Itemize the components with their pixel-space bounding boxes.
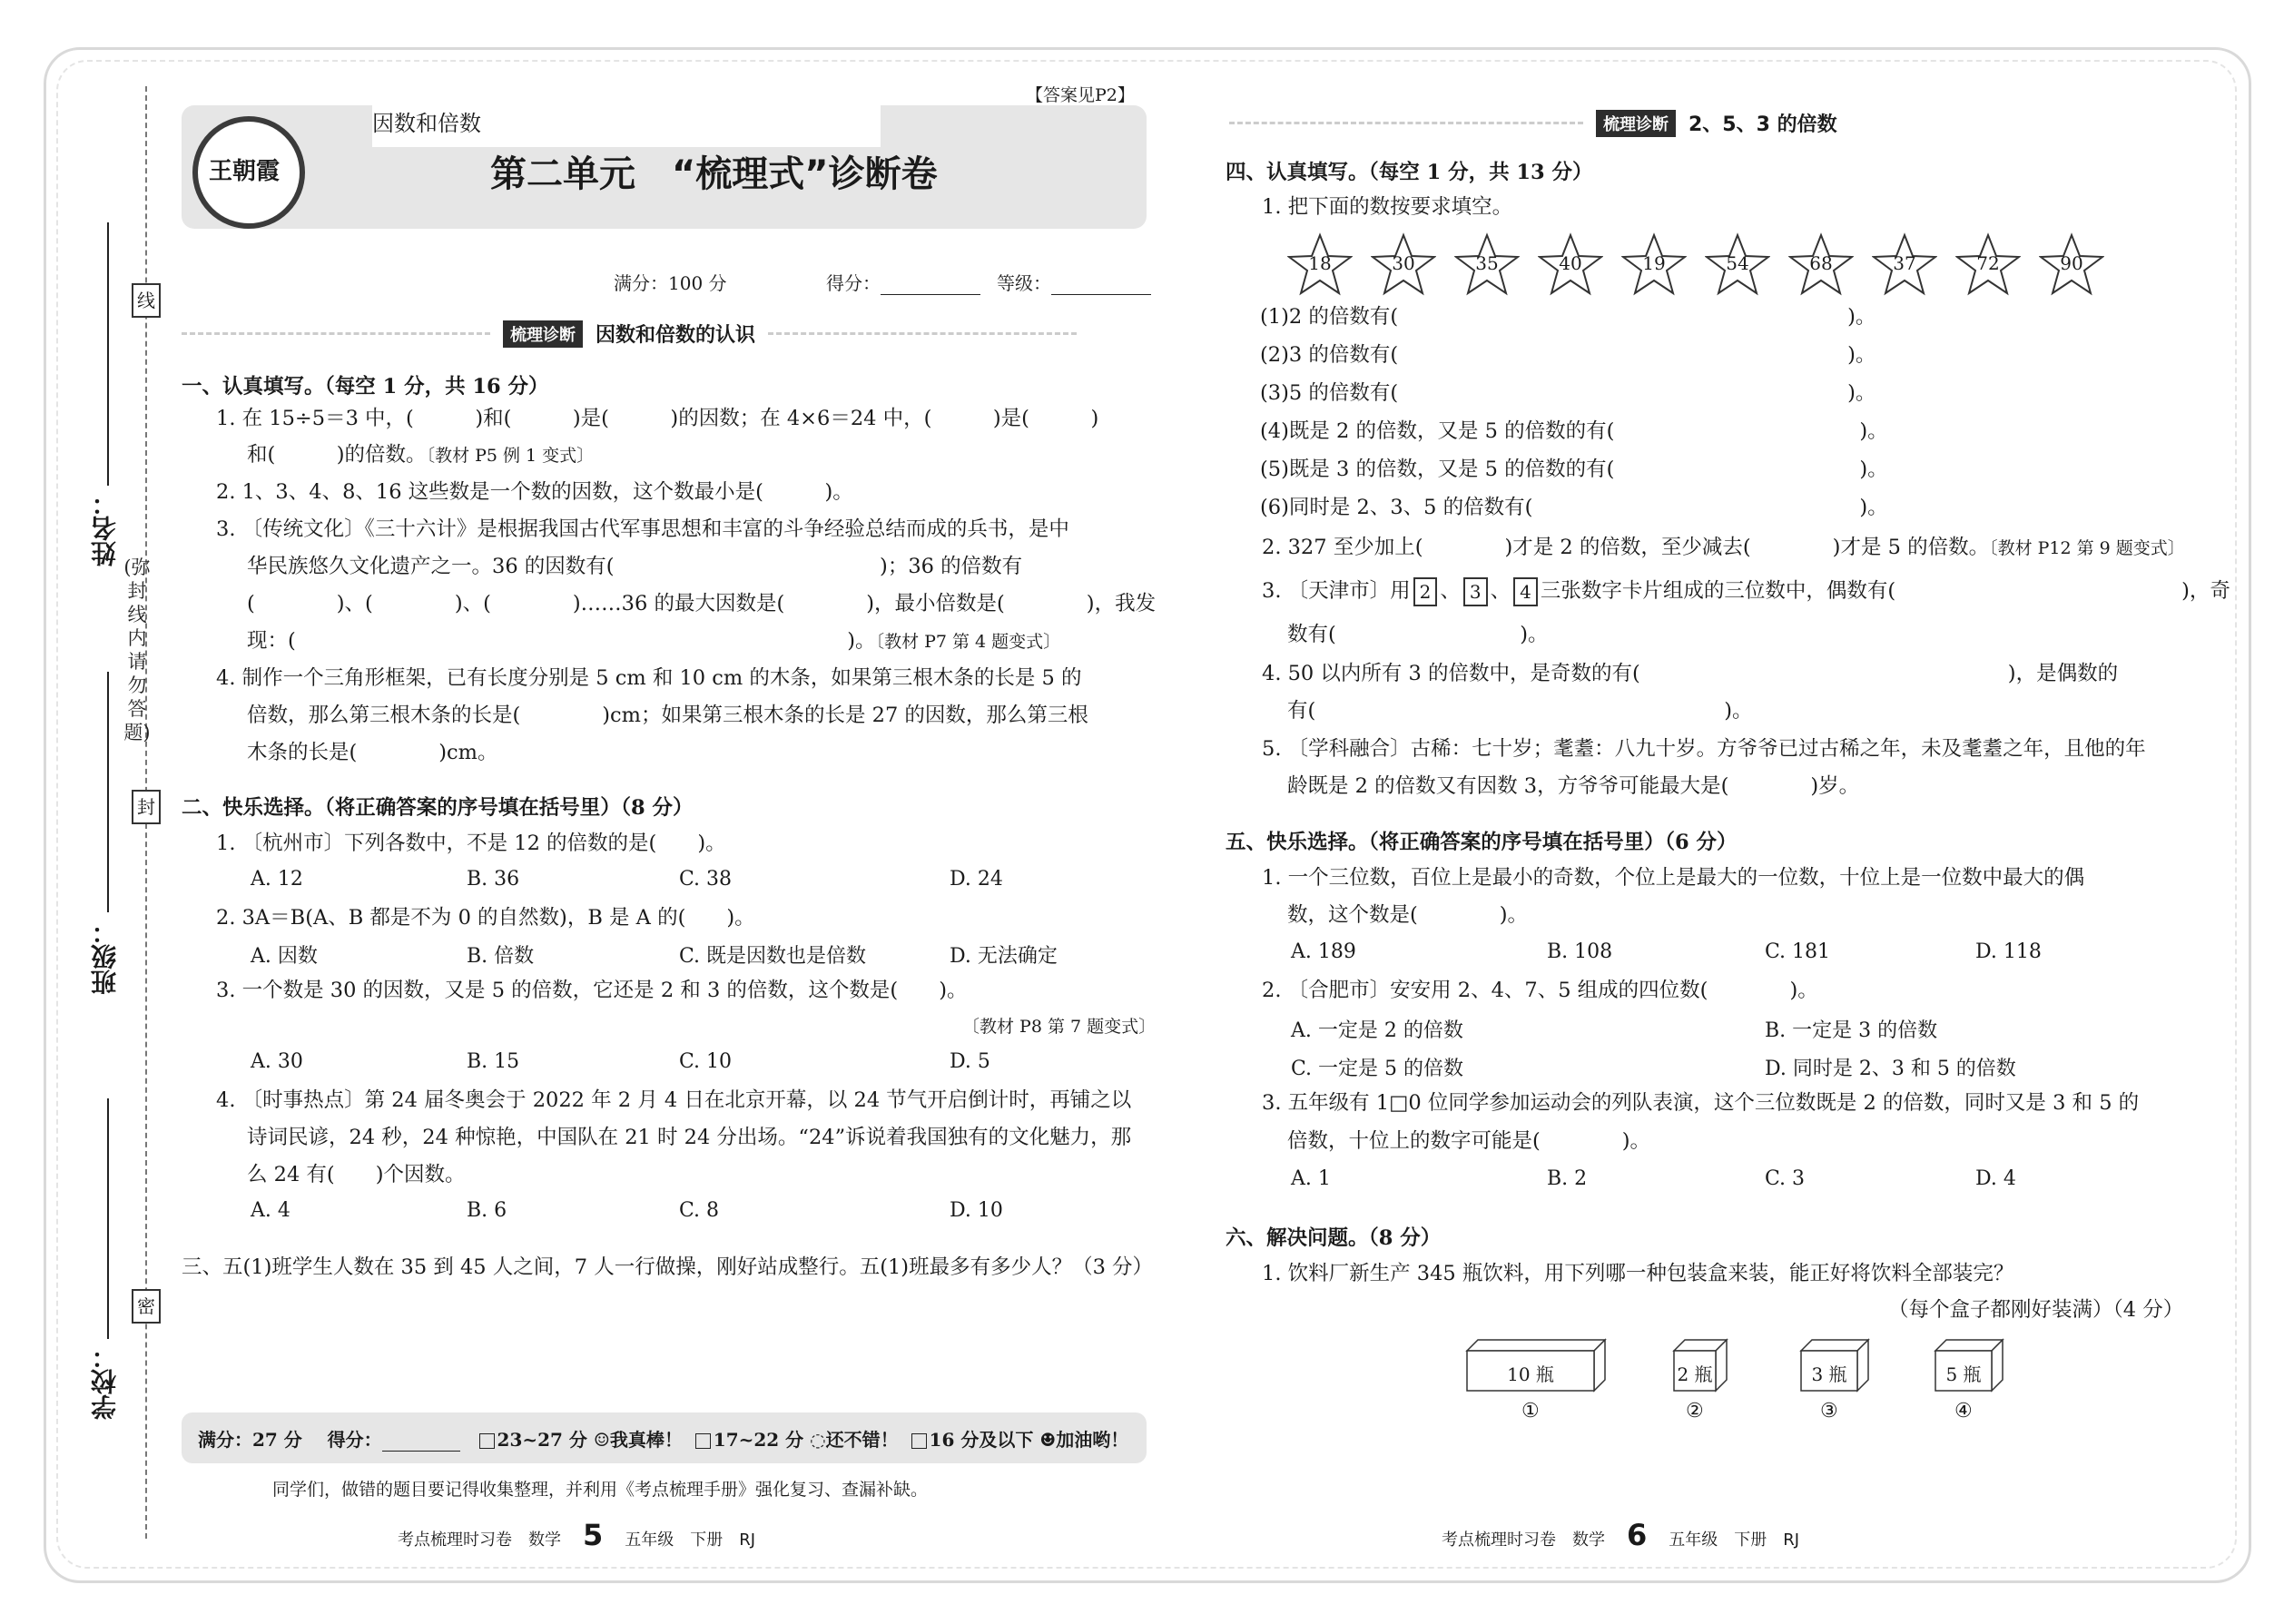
star-value: 30: [1392, 252, 1415, 274]
q1-1-text: 和( )的倍数。: [247, 443, 427, 467]
q4-4-line2: 有( )。: [1287, 699, 1753, 723]
q1-3-reference: 〔教材 P7 第 4 题变式〕: [875, 632, 1061, 652]
rating-range-1: 23~27 分: [497, 1429, 587, 1451]
star-value: 35: [1475, 252, 1499, 274]
star-value: 90: [2060, 252, 2083, 274]
star-value: 18: [1308, 252, 1332, 274]
box-label: 10 瓶: [1507, 1363, 1554, 1385]
q4-1-item-4: (4)既是 2 的倍数，又是 5 的倍数的有( )。: [1260, 419, 1888, 443]
q1-4-line3: 木条的长是( )cm。: [247, 741, 498, 764]
right-section-dash: [1229, 122, 1583, 124]
school-label: 学校：: [90, 1343, 120, 1420]
q4-5-line2: 龄既是 2 的倍数又有因数 3，方爷爷可能最大是( )岁。: [1287, 774, 1860, 798]
q2-4-line1: 4. 〔时事热点〕第 24 届冬奥会于 2022 年 2 月 4 日在北京开幕，以 24 节气开启倒计时，再铺之以: [216, 1088, 1132, 1112]
q1-4-line1: 4. 制作一个三角形框架，已有长度分别是 5 cm 和 10 cm 的木条，如果第三根木条的长是 5 的: [216, 666, 1082, 690]
q4-3-post: 三张数字卡片组成的三位数中，偶数有( )，奇: [1540, 579, 2230, 603]
q2-2-option-d: D. 无法确定: [950, 945, 1058, 968]
q4-1-item-3: (3)5 的倍数有( )。: [1260, 381, 1876, 405]
binding-seal-mark: 封: [132, 790, 161, 824]
section-badge: 梳理诊断: [503, 320, 583, 348]
section-title: 因数和倍数的认识: [596, 324, 756, 347]
star-number: [1705, 232, 1770, 298]
q4-3-line1: 3. 〔天津市〕用 2 、 3 、 4 三张数字卡片组成的三位数中，偶数有( )，奇: [1262, 577, 2230, 606]
q2-4-line2: 诗词民谚，24 秒，24 种惊艳，中国队在 21 时 24 分出场。“24”诉说着我国独有的文化魅力，那: [247, 1126, 1132, 1149]
q4-1-item-6: (6)同时是 2、3、5 的倍数有( )。: [1260, 496, 1888, 519]
q5-3-option-c: C. 3: [1765, 1167, 1806, 1190]
section-dash-right: [768, 332, 1077, 335]
right-page-footer: [1442, 1518, 1799, 1552]
q1-2: 2. 1、3、4、8、16 这些数是一个数的因数，这个数最小是( )。: [216, 480, 853, 504]
q4-3-pre: 3. 〔天津市〕用: [1262, 579, 1411, 603]
grade-label: 等级：: [997, 272, 1051, 294]
q2-3-option-d: D. 5: [950, 1050, 990, 1073]
star-number: [2039, 232, 2104, 298]
unit-tag: 因数和倍数: [372, 111, 481, 136]
q4-1: 1. 把下面的数按要求填空。: [1262, 195, 1513, 219]
q2-heading: 二、快乐选择。（将正确答案的序号填在括号里）（8 分）: [182, 796, 694, 820]
q5-1-option-d: D. 118: [1975, 940, 2042, 963]
q2-4-option-b: B. 6: [467, 1199, 507, 1222]
q1-3-line1: 3. 〔传统文化〕《三十六计》是根据我国古代军事思想和丰富的斗争经验总结而成的兵书，是中: [216, 517, 1069, 541]
score-summary-bar: [182, 1412, 1147, 1463]
right-page-number: 6: [1627, 1518, 1648, 1552]
box-number: ①: [1521, 1400, 1540, 1422]
digit-card-4: 4: [1513, 577, 1538, 606]
q5-2-option-b: B. 一定是 3 的倍数: [1765, 1019, 1938, 1042]
q5-2-option-a: A. 一定是 2 的倍数: [1291, 1019, 1463, 1042]
digit-card-2: 2: [1413, 577, 1438, 606]
q5-2: 2. 〔合肥市〕安安用 2、4、7、5 组成的四位数( )。: [1262, 979, 1818, 1002]
q1-3-line4: [247, 627, 1060, 655]
q4-1-item-2: (2)3 的倍数有( )。: [1260, 343, 1876, 367]
q1-3-text: 现：( )。: [247, 629, 876, 653]
left-section-header: [182, 320, 1077, 348]
footer-score-label: 得分：: [327, 1429, 382, 1451]
left-series: 考点梳理时习卷 数学: [398, 1530, 561, 1550]
left-grade: 五年级 下册 RJ: [625, 1530, 756, 1550]
q2-2-option-b: B. 倍数: [467, 945, 535, 968]
box-number: ③: [1820, 1400, 1838, 1422]
grade-blank: [1051, 294, 1151, 295]
right-grade: 五年级 下册 RJ: [1669, 1530, 1800, 1550]
box-number: ④: [1954, 1400, 1973, 1422]
score-blank: [881, 294, 980, 295]
q2-2-option-c: C. 既是因数也是倍数: [679, 945, 867, 968]
grade-field: [997, 269, 1151, 295]
star-number: [1872, 232, 1937, 298]
star-value: 19: [1642, 252, 1666, 274]
star-number: [1955, 232, 2021, 298]
score-field: [826, 269, 980, 295]
smile-face-icon: ☺: [593, 1429, 610, 1451]
q2-4-option-a: A. 4: [251, 1199, 290, 1222]
q5-1-option-a: A. 189: [1291, 940, 1356, 963]
q6-heading: 六、解决问题。（8 分）: [1226, 1226, 1442, 1250]
q4-1-item-5: (5)既是 3 的倍数，又是 5 的倍数的有( )。: [1260, 458, 1888, 481]
page-title: 第二单元 “梳理式”诊断卷: [490, 153, 938, 195]
q2-4-option-c: C. 8: [679, 1199, 720, 1222]
q5-1-option-c: C. 181: [1765, 940, 1831, 963]
cheer-face-icon: ☻: [1039, 1429, 1057, 1451]
brand-logo-text: 王朝霞: [209, 158, 281, 185]
star-number: [1371, 232, 1436, 298]
star-number: [1287, 232, 1353, 298]
star-value: 54: [1726, 252, 1749, 274]
box-label: 5 瓶: [1945, 1363, 1982, 1385]
q4-3-line2: 数有( )。: [1287, 623, 1549, 646]
q2-2: 2. 3A＝B(A、B 都是不为 0 的自然数)，B 是 A 的( )。: [216, 906, 755, 930]
star-value: 72: [1976, 252, 2000, 274]
q2-1-option-b: B. 36: [467, 868, 520, 891]
section-dash-left: [182, 332, 490, 335]
star-number: [1454, 232, 1520, 298]
rating-checkbox-1[interactable]: [479, 1433, 495, 1449]
q2-3-option-a: A. 30: [251, 1050, 303, 1073]
full-score: 满分：100 分: [614, 272, 727, 294]
q3-problem: 三、五(1)班学生人数在 35 到 45 人之间，7 人一行做操，刚好站成整行。五(1)班最多有多少人？（3 分）: [182, 1255, 1154, 1279]
q4-1-item-1: (1)2 的倍数有( )。: [1260, 305, 1876, 329]
q5-3-option-b: B. 2: [1547, 1167, 1588, 1190]
star-number: [1621, 232, 1687, 298]
right-section-header: [1229, 109, 1837, 137]
q4-heading: 四、认真填写。（每空 1 分，共 13 分）: [1226, 161, 1593, 184]
q5-2-option-c: C. 一定是 5 的倍数: [1291, 1058, 1464, 1080]
q5-3-line2: 倍数，十位上的数字可能是( )。: [1287, 1129, 1651, 1153]
q1-heading: 一、认真填写。（每空 1 分，共 16 分）: [182, 375, 549, 399]
q5-1-line2: 数，这个数是( )。: [1287, 903, 1529, 927]
q4-4-line1: 4. 50 以内所有 3 的倍数中，是奇数的有( )，是偶数的: [1262, 662, 2119, 685]
q2-1-option-d: D. 24: [950, 868, 1003, 891]
q6-1-note: （每个盒子都刚好装满）（4 分）: [1888, 1298, 2184, 1322]
star-number: [1538, 232, 1603, 298]
left-page-number: 5: [583, 1518, 604, 1552]
box-label: 3 瓶: [1811, 1363, 1847, 1385]
q5-3-option-a: A. 1: [1291, 1167, 1331, 1190]
footer-full-score: 满分：27 分: [198, 1429, 302, 1451]
q4-2: [1262, 534, 2185, 562]
rating-word-1: 我真棒！: [609, 1429, 683, 1451]
package-box: [1672, 1338, 1728, 1422]
q5-2-option-d: D. 同时是 2、3 和 5 的倍数: [1765, 1058, 2016, 1080]
right-section-title: 2、5、3 的倍数: [1689, 113, 1837, 136]
q2-3-reference: 〔教材 P8 第 7 题变式〕: [962, 1017, 1157, 1037]
digit-card-3: 3: [1463, 577, 1488, 606]
review-tip: 同学们，做错的题目要记得收集整理，并利用《考点梳理手册》强化复习、查漏补缺。: [272, 1480, 929, 1500]
q4-2-reference: 〔教材 P12 第 9 题变式〕: [1989, 538, 2185, 558]
q2-4-option-d: D. 10: [950, 1199, 1003, 1222]
star-number: [1788, 232, 1854, 298]
q6-1: 1. 饮料厂新生产 345 瓶饮料，用下列哪一种包装盒来装，能正好将饮料全部装完？: [1262, 1262, 2014, 1285]
q5-heading: 五、快乐选择。（将正确答案的序号填在括号里）（6 分）: [1226, 831, 1738, 854]
binding-line-mark: 线: [132, 283, 161, 318]
answer-reference: 【答案见P2】: [1026, 85, 1135, 105]
q5-3-option-d: D. 4: [1975, 1167, 2016, 1190]
q5-3-line1: 3. 五年级有 1□0 位同学参加运动会的列队表演，这个三位数既是 2 的倍数，同时又是 3 和 5 的: [1262, 1091, 2140, 1115]
right-section-badge: 梳理诊断: [1596, 110, 1676, 137]
name-label: 姓名：: [90, 490, 120, 566]
package-box: [1465, 1338, 1607, 1422]
rating-checkbox-3[interactable]: [911, 1433, 927, 1449]
q5-1-option-b: B. 108: [1547, 940, 1613, 963]
score-summary: [198, 1425, 1128, 1452]
package-box: [1934, 1338, 2004, 1422]
class-blank: [107, 672, 109, 912]
q1-4-line2: 倍数，那么第三根木条的长是( )cm；如果第三根木条的长是 27 的因数，那么第三根: [247, 704, 1088, 727]
star-value: 68: [1809, 252, 1833, 274]
q2-2-option-a: A. 因数: [251, 945, 318, 968]
q1-3-line3: ( )、( )、( )……36 的最大因数是( )，最小倍数是( )，我发: [247, 592, 1157, 615]
q1-1-line2: [247, 441, 594, 469]
box-number: ②: [1686, 1400, 1704, 1422]
rating-word-2: 还不错！: [825, 1429, 899, 1451]
footer-score-blank: [382, 1451, 460, 1452]
q5-1-line1: 1. 一个三位数，百位上是最小的奇数，个位上是最大的一位数，十位上是一位数中最大的偶: [1262, 866, 2085, 890]
score-label: 得分：: [826, 272, 881, 294]
q2-3-option-c: C. 10: [679, 1050, 733, 1073]
school-blank: [107, 1098, 109, 1339]
q2-1: 1. 〔杭州市〕下列各数中，不是 12 的倍数的是( )。: [216, 832, 726, 855]
name-blank: [107, 222, 109, 486]
class-label: 班级：: [90, 919, 120, 995]
rating-word-3: 加油哟！: [1056, 1429, 1129, 1451]
q1-3-line2: 华民族悠久文化遗产之一。36 的因数有( )；36 的倍数有: [247, 555, 1023, 578]
q2-1-option-c: C. 38: [679, 868, 733, 891]
q2-3: 3. 一个数是 30 的因数，又是 5 的倍数，它还是 2 和 3 的倍数，这个数是( )。: [216, 979, 968, 1002]
q4-2-text: 2. 327 至少加上( )才是 2 的倍数，至少减去( )才是 5 的倍数。: [1262, 536, 1990, 559]
rating-range-2: 17~22 分: [713, 1429, 804, 1451]
q2-3-option-b: B. 15: [467, 1050, 520, 1073]
rating-range-3: 16 分及以下: [929, 1429, 1034, 1451]
star-value: 40: [1559, 252, 1582, 274]
q2-4-line3: 么 24 有( )个因数。: [247, 1163, 466, 1186]
q1-1-reference: 〔教材 P5 例 1 变式〕: [426, 446, 595, 466]
binding-dense-mark: 密: [132, 1289, 161, 1324]
neutral-face-icon: ◌: [810, 1429, 826, 1451]
box-label: 2 瓶: [1677, 1363, 1713, 1385]
star-value: 37: [1893, 252, 1916, 274]
left-page-footer: [398, 1518, 755, 1552]
q4-5-line1: 5. 〔学科融合〕古稀：七十岁；耄耋：八九十岁。方爷爷已过古稀之年，未及耄耋之年，且他的年: [1262, 737, 2146, 761]
rating-checkbox-2[interactable]: [695, 1433, 711, 1449]
q1-1-line1: 1. 在 15÷5＝3 中，( )和( )是( )的因数；在 4×6＝24 中，( )是( ): [216, 407, 1099, 430]
q2-1-option-a: A. 12: [251, 868, 303, 891]
binding-note: (弥封线内请勿答题): [123, 556, 151, 743]
package-box: [1799, 1338, 1870, 1422]
right-series: 考点梳理时习卷 数学: [1442, 1530, 1605, 1550]
